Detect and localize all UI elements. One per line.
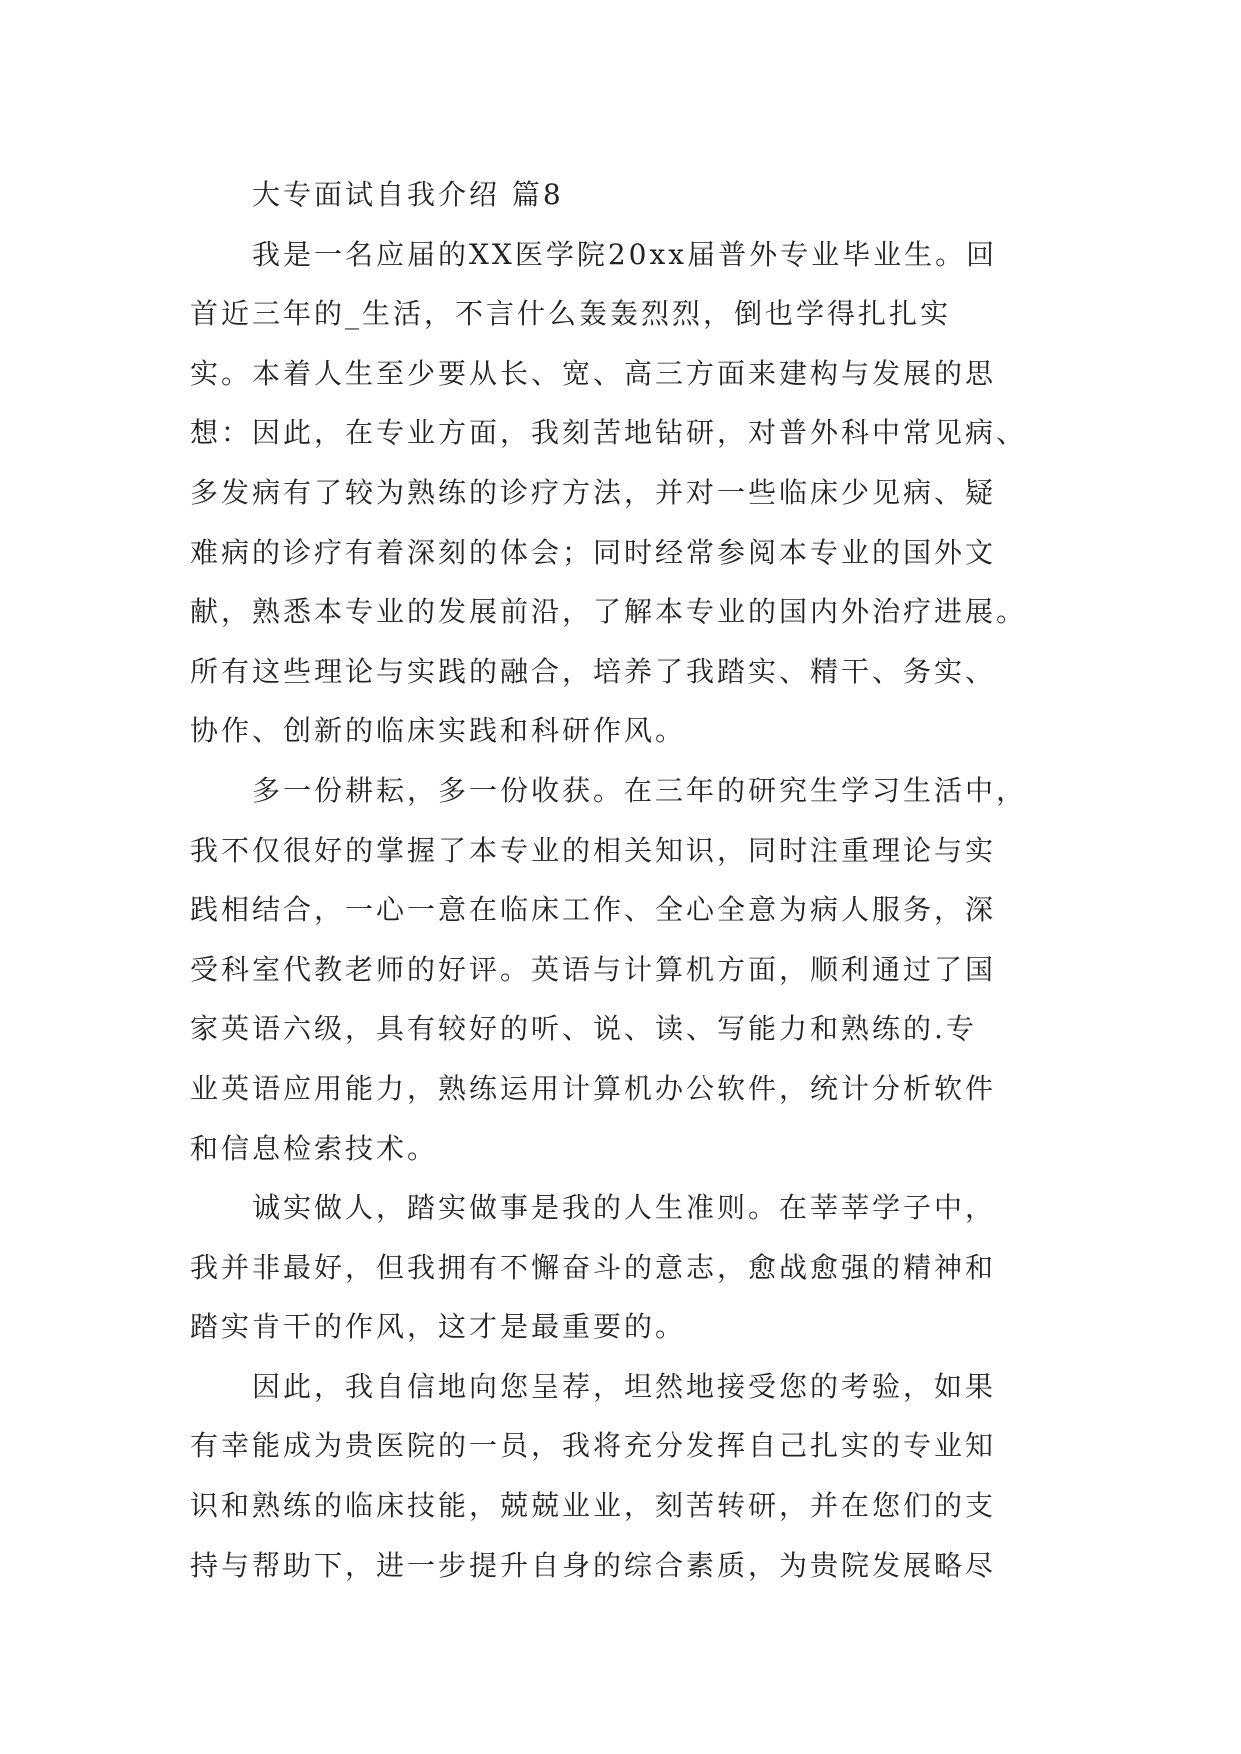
text-line: 诚实做人，踏实做事是我的人生准则。在莘莘学子中， xyxy=(252,1191,997,1225)
text-line: 践相结合，一心一意在临床工作、全心全意为病人服务，深 xyxy=(190,893,997,927)
text-line: 多一份耕耘，多一份收获。在三年的研究生学习生活中， xyxy=(252,773,1028,807)
text-line: 我不仅很好的掌握了本专业的相关知识，同时注重理论与实 xyxy=(190,833,997,867)
text-line: 实。本着人生至少要从长、宽、高三方面来建构与发展的思 xyxy=(190,356,997,390)
text-line: 持与帮助下，进一步提升自身的综合素质，为贵院发展略尽 xyxy=(190,1548,997,1582)
text-line: 献，熟悉本专业的发展前沿，了解本专业的国内外治疗进展。 xyxy=(190,595,1028,629)
text-line: 因此，我自信地向您呈荐，坦然地接受您的考验，如果 xyxy=(252,1369,997,1403)
text-line: 难病的诊疗有着深刻的体会；同时经常参阅本专业的国外文 xyxy=(190,535,997,569)
text-line: 所有这些理论与实践的融合，培养了我踏实、精干、务实、 xyxy=(190,654,997,688)
text-line: 想：因此，在专业方面，我刻苦地钻研，对普外科中常见病、 xyxy=(190,416,1028,450)
text-line: 协作、创新的临床实践和科研作风。 xyxy=(190,714,687,748)
text-line: 和信息检索技术。 xyxy=(190,1131,439,1165)
text-line: 多发病有了较为熟练的诊疗方法，并对一些临床少见病、疑 xyxy=(190,475,997,509)
section-heading: 大专面试自我介绍 篇8 xyxy=(252,178,564,211)
text-line: 受科室代教老师的好评。英语与计算机方面，顺利通过了国 xyxy=(190,952,997,986)
text-line: 首近三年的_生活，不言什么轰轰烈烈，倒也学得扎扎实 xyxy=(190,297,952,331)
text-line: 有幸能成为贵医院的一员，我将充分发挥自己扎实的专业知 xyxy=(190,1429,997,1463)
text-line: 我是一名应届的XX医学院20xx届普外专业毕业生。回 xyxy=(252,237,998,271)
text-line: 业英语应用能力，熟练运用计算机办公软件，统计分析软件 xyxy=(190,1071,997,1105)
document-body xyxy=(190,165,1070,1595)
text-line: 家英语六级，具有较好的听、说、读、写能力和熟练的.专 xyxy=(190,1012,977,1046)
text-line: 踏实肯干的作风，这才是最重要的。 xyxy=(190,1310,687,1344)
text-line: 我并非最好，但我拥有不懈奋斗的意志，愈战愈强的精神和 xyxy=(190,1250,997,1284)
text-line: 识和熟练的临床技能，兢兢业业，刻苦转研，并在您们的支 xyxy=(190,1489,997,1523)
